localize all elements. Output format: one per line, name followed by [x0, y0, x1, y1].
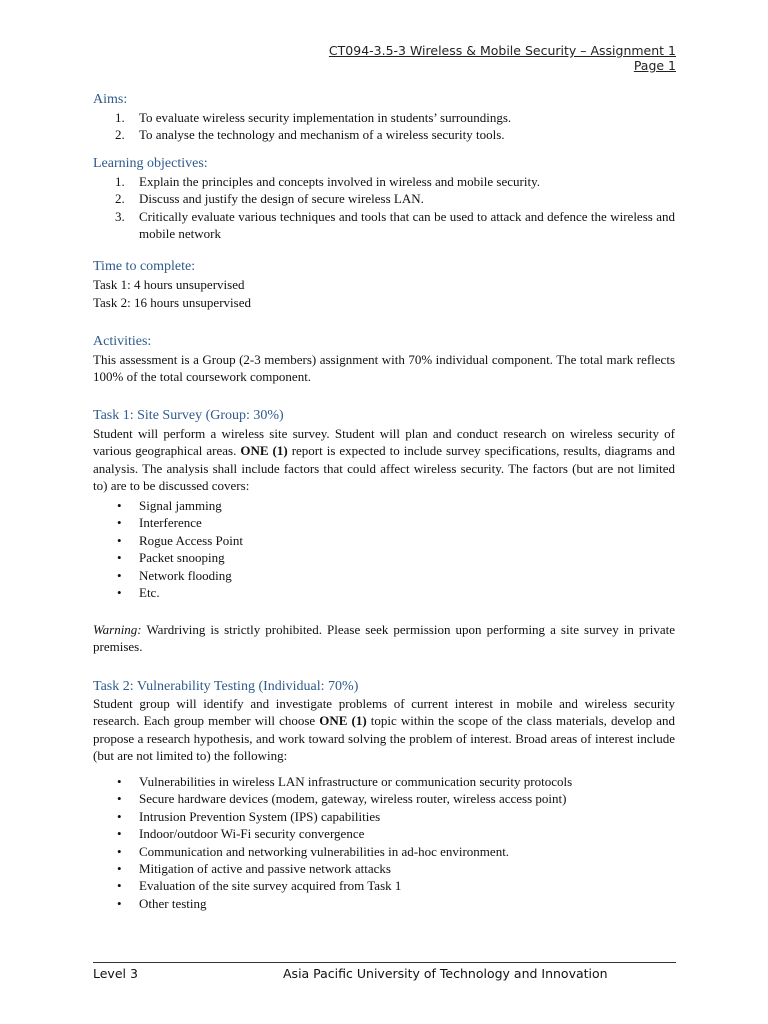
task2-heading: Task 2: Vulnerability Testing (Individual: 70%) [93, 679, 359, 694]
list-item [93, 773, 675, 790]
bullet: • [117, 878, 122, 894]
list-item-text: Explain the principles and concepts involved in wireless and mobile security. [139, 174, 540, 189]
list-item [93, 843, 675, 860]
list-item-text: To evaluate wireless security implementation in students’ surroundings. [139, 110, 512, 125]
list-item-text: Rogue Access Point [139, 532, 243, 548]
list-item-text: Communication and networking vulnerabilities in ad-hoc environment. [139, 843, 510, 859]
list-item [93, 808, 675, 825]
bullet: • [117, 550, 122, 566]
bullet: • [117, 861, 122, 877]
activities-paragraph: This assessment is a Group (2-3 members) assignment with 70% individual component. The total mark reflects 100% of the total coursework component. [93, 352, 675, 385]
list-number: 3. [115, 208, 125, 224]
bullet: • [117, 791, 122, 807]
bullet: • [117, 895, 122, 911]
list-number: 2. [115, 127, 125, 143]
list-item-text: Network flooding [139, 567, 232, 583]
warning-text: Wardriving is strictly prohibited. Please seek permission upon performing a site survey in private premises. [93, 622, 675, 655]
list-number: 1. [115, 174, 125, 189]
bullet: • [117, 826, 122, 842]
list-item [93, 877, 675, 894]
bullet: • [117, 774, 122, 789]
list-item [93, 532, 675, 549]
list-item [93, 790, 675, 807]
list-item [93, 549, 675, 566]
bullet: • [117, 843, 122, 859]
list-number: 2. [115, 191, 125, 207]
footer-level: Level 3 [93, 966, 138, 981]
list-item [93, 173, 675, 190]
warning-paragraph [93, 621, 675, 656]
time-task2: Task 2: 16 hours unsupervised [93, 295, 251, 310]
footer-institution: Asia Pacific University of Technology and Innovation [283, 966, 608, 981]
bullet: • [117, 567, 122, 583]
list-item [93, 895, 675, 912]
list-item-text: Packet snooping [139, 550, 225, 566]
list-item [93, 514, 675, 531]
task2-text-bold: ONE (1) [319, 713, 367, 729]
task1-text-b: report is expected to include survey specifications, results, diagrams and analysis. The analysis shall include factors that could affect wireless security. The factors (but are not limited to) are to be discussed covers: [93, 443, 675, 494]
list-item [93, 109, 675, 126]
bullet: • [117, 498, 122, 513]
list-item [93, 208, 675, 243]
warning-label: Warning: [93, 622, 142, 637]
bullet: • [117, 585, 122, 601]
time-task1: Task 1: 4 hours unsupervised [93, 277, 245, 292]
list-item-text: Interference [139, 515, 202, 531]
task2-text-a: Student group will identify and investigate problems of current interest in mobile and wireless security research. Each group member will choose [93, 696, 675, 729]
list-item-text: Other testing [139, 895, 207, 911]
time-to-complete-heading: Time to complete: [93, 259, 196, 274]
bullet: • [117, 515, 122, 531]
bullet: • [117, 808, 122, 824]
task2-paragraph [93, 695, 675, 765]
list-item-text: Discuss and justify the design of secure wireless LAN. [139, 191, 424, 207]
activities-heading: Activities: [93, 334, 152, 349]
list-item [93, 190, 675, 207]
list-item [93, 567, 675, 584]
aims-heading: Aims: [93, 92, 128, 107]
list-item-text: Indoor/outdoor Wi-Fi security convergence [139, 826, 365, 842]
list-item-text: To analyse the technology and mechanism of a wireless security tools. [139, 127, 505, 143]
footer-divider [93, 962, 676, 963]
header-page-number: Page 1 [633, 58, 676, 73]
list-item [93, 497, 675, 514]
list-number: 1. [115, 110, 125, 125]
learning-objectives-list [93, 173, 675, 243]
list-item [93, 825, 675, 842]
list-item [93, 126, 675, 143]
list-item-text: Critically evaluate various techniques and tools that can be used to attack and defence the wireless and mobile network [139, 208, 675, 242]
learning-objectives-heading: Learning objectives: [93, 156, 208, 171]
list-item-text: Mitigation of active and passive network attacks [139, 861, 391, 877]
task1-text-bold: ONE (1) [240, 443, 288, 459]
list-item-text: Secure hardware devices (modem, gateway, wireless router, wireless access point) [139, 791, 567, 807]
task1-factors-list [93, 497, 675, 601]
list-item-text: Signal jamming [139, 498, 222, 513]
task2-text-b: topic within the scope of the class materials, develop and propose a research hypothesis, and work toward solving the problem of interest. Broad areas of interest include (but are not limited to) the following: [93, 713, 675, 764]
task2-topics-list [93, 773, 675, 912]
list-item-text: Intrusion Prevention System (IPS) capabilities [139, 808, 381, 824]
list-item-text: Etc. [139, 585, 160, 601]
list-item-text: Vulnerabilities in wireless LAN infrastructure or communication security protocols [139, 774, 573, 789]
task1-paragraph [93, 425, 675, 495]
task1-text-a: Student will perform a wireless site survey. Student will plan and conduct research on wireless security of various geographical areas. [93, 426, 675, 459]
list-item [93, 860, 675, 877]
list-item [93, 584, 675, 601]
aims-list [93, 109, 675, 144]
task1-heading: Task 1: Site Survey (Group: 30%) [93, 408, 284, 423]
list-item-text: Evaluation of the site survey acquired from Task 1 [139, 878, 402, 894]
header-course-title: CT094-3.5-3 Wireless & Mobile Security – Assignment 1 [328, 43, 676, 58]
bullet: • [117, 532, 122, 548]
